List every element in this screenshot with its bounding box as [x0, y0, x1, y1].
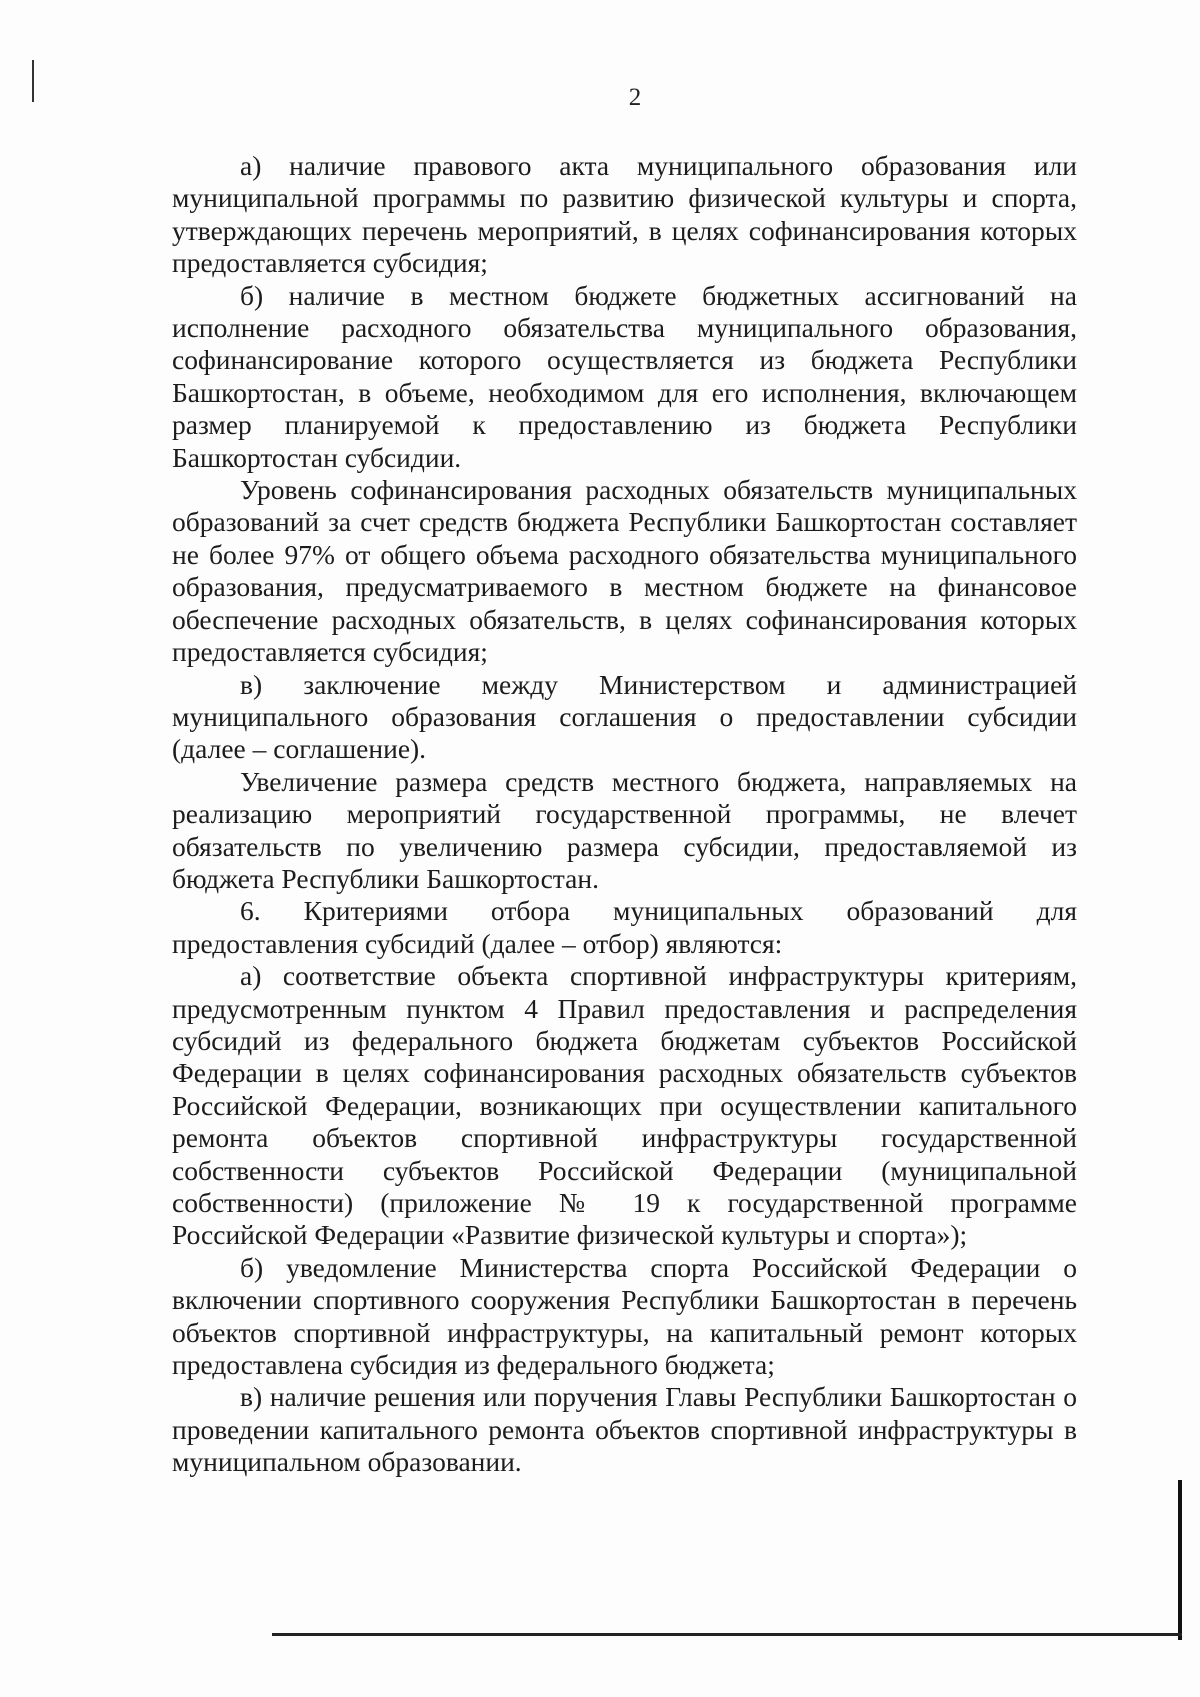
paragraph-budget-increase: Увеличение размера средств местного бюджета, направляемых на реализацию мероприятий государственной программы, не влечет обязательств по увеличению размера субсидии, предоставляемой из бюджета Республики Башкортостан. — [172, 765, 1077, 894]
criterion-b-notification: б) уведомление Министерства спорта Российской Федерации о включении спортивного сооружения Республики Башкортостан в перечень объектов спортивной инфраструктуры, на капитальный ремонт которых предоставлена субсидия из федерального бюджета; — [172, 1251, 1077, 1381]
scan-edge-bottom — [272, 1633, 1182, 1636]
paragraph-6-selection-criteria: 6. Критериями отбора муниципальных образований для предоставления субсидий (далее – отбор) являются: — [172, 895, 1077, 959]
paragraph-b-budget-allocations: б) наличие в местном бюджете бюджетных ассигнований на исполнение расходного обязательства муниципального образования, софинансирование которого осуществляется из бюджета Республики Башкортостан, в объеме, необходимом для его исполнения, включающем размер планируемой к предоставлению из бюджета Республики Башкортостан субсидии. — [172, 279, 1077, 473]
paragraph-v-agreement: в) заключение между Министерством и администрацией муниципального образования соглашения о предоставлении субсидии (далее – соглашение). — [172, 668, 1077, 765]
criterion-a-compliance: а) соответствие объекта спортивной инфраструктуры критериям, предусмотренным пунктом 4 Правил предоставления и распределения субсидий из федерального бюджета бюджетам субъектов Российской Федерации в целях софинансирования расходных обязательств субъектов Российской Федерации, возникающих при осуществлении капитального ремонта объектов спортивной инфраструктуры государственной собственности субъектов Российской Федерации (муниципальной собственности) (приложение № 19 к государственной программе Российской Федерации «Развитие физической культуры и спорта»); — [172, 960, 1077, 1251]
scan-edge-right — [1178, 1480, 1182, 1640]
document-body — [172, 150, 1077, 1479]
paragraph-cofinancing-level: Уровень софинансирования расходных обязательств муниципальных образований за счет средств бюджета Республики Башкортостан составляет не более 97% от общего объема расходного обязательства муниципального образования, предусматриваемого в местном бюджете на финансовое обеспечение расходных обязательств, в целях софинансирования которых предоставляется субсидия; — [172, 474, 1077, 668]
paragraph-a-legal-act: а) наличие правового акта муниципального образования или муниципальной программы по развитию физической культуры и спорта, утверждающих перечень мероприятий, в целях софинансирования которых предоставляется субсидия; — [172, 150, 1077, 279]
page-number: 2 — [628, 84, 642, 111]
criterion-v-decision: в) наличие решения или поручения Главы Республики Башкортостан о проведении капитального ремонта объектов спортивной инфраструктуры в муниципальном образовании. — [172, 1381, 1077, 1478]
